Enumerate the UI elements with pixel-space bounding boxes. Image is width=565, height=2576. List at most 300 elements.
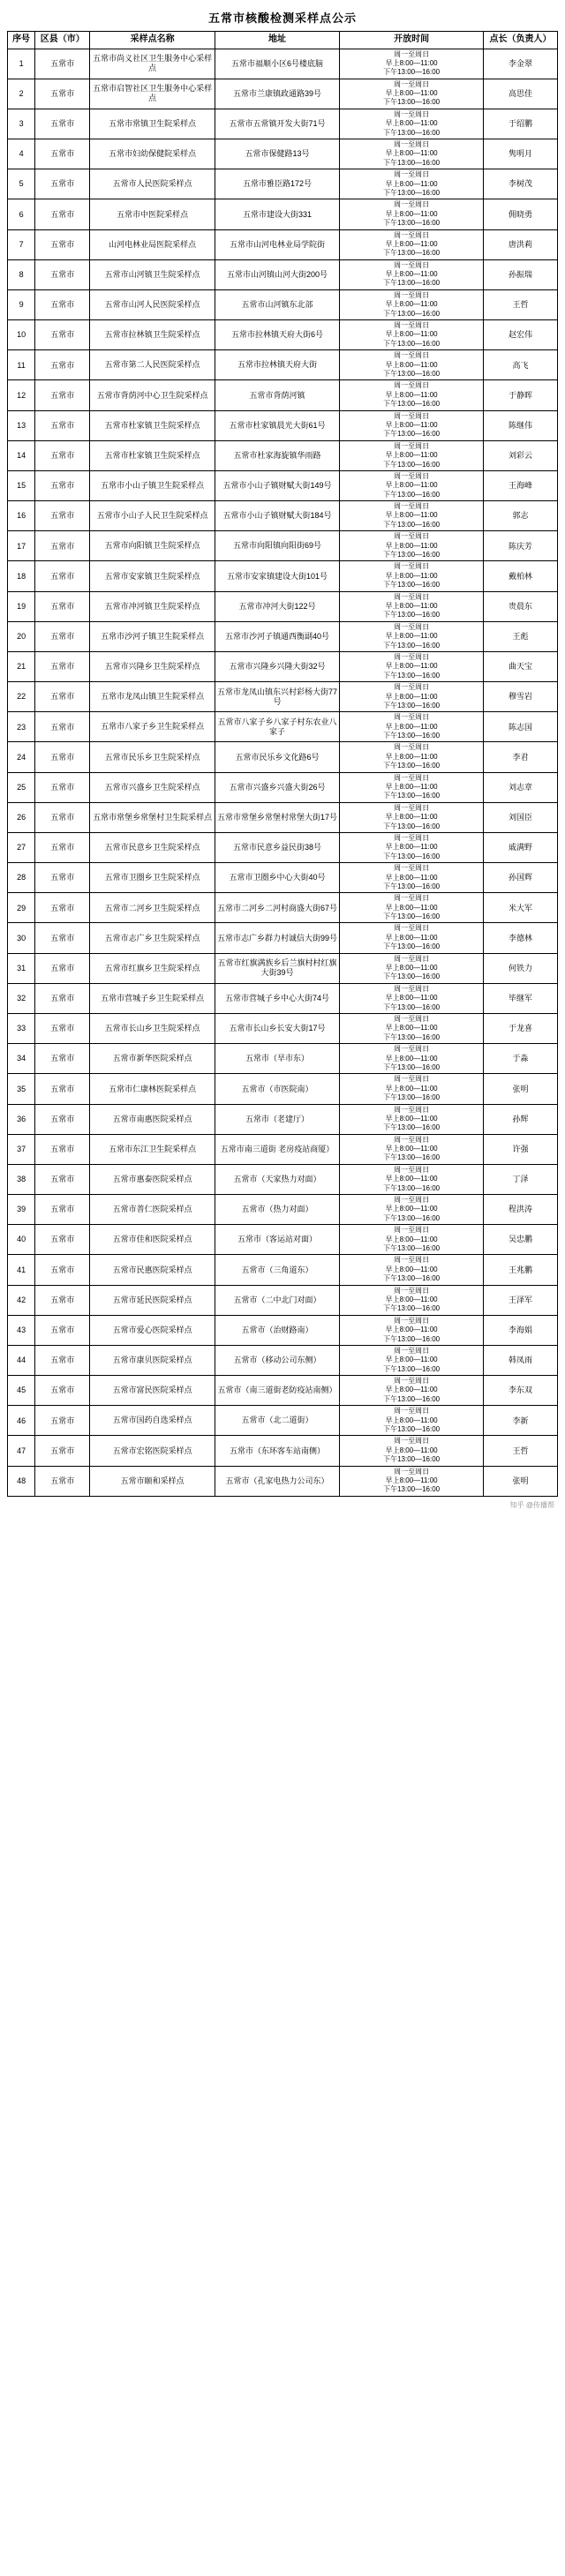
- cell-seq: 13: [8, 410, 35, 440]
- cell-seq: 40: [8, 1225, 35, 1255]
- column-header-address: 地址: [215, 32, 339, 49]
- open-time-line: 周一至周日: [394, 321, 430, 330]
- cell-owner: 张明: [484, 1466, 558, 1496]
- open-time-line: 周一至周日: [394, 984, 430, 993]
- table-row: [8, 591, 558, 621]
- cell-open-time: [340, 832, 484, 862]
- open-time-line: 早上8:00—11:00: [385, 722, 438, 731]
- table-row: [8, 1104, 558, 1134]
- open-time-line: 早上8:00—11:00: [385, 662, 438, 671]
- cell-owner: 陈庆芳: [484, 531, 558, 561]
- cell-owner: 刘国臣: [484, 802, 558, 832]
- cell-owner: 贵晨东: [484, 591, 558, 621]
- table-row: [8, 983, 558, 1013]
- cell-site-name: 五常市小山子镇卫生院采样点: [90, 470, 215, 500]
- table-header-row: [8, 32, 558, 49]
- open-time-line: 下午13:00—16:00: [383, 1455, 441, 1464]
- table-row: [8, 772, 558, 802]
- open-time-line: 下午13:00—16:00: [383, 98, 441, 107]
- cell-open-time: [340, 1195, 484, 1225]
- open-time-line: 周一至周日: [394, 381, 430, 390]
- cell-owner: 毕继军: [484, 983, 558, 1013]
- open-time-line: 下午13:00—16:00: [383, 792, 441, 800]
- cell-open-time: [340, 380, 484, 410]
- cell-seq: 6: [8, 199, 35, 229]
- open-time-line: 早上8:00—11:00: [385, 933, 438, 942]
- cell-seq: 42: [8, 1285, 35, 1315]
- cell-address: 五常市拉林镇天府大街6号: [215, 320, 339, 350]
- cell-seq: 47: [8, 1436, 35, 1466]
- table-row: [8, 229, 558, 259]
- cell-open-time: [340, 139, 484, 169]
- cell-district: 五常市: [35, 1134, 90, 1164]
- open-time-line: 周一至周日: [394, 803, 430, 812]
- cell-seq: 46: [8, 1406, 35, 1436]
- open-time-line: 周一至周日: [394, 1165, 430, 1174]
- cell-address: 五常市（客运站对面）: [215, 1225, 339, 1255]
- cell-open-time: [340, 1044, 484, 1074]
- open-time-line: 周一至周日: [394, 622, 430, 631]
- cell-site-name: 五常市红旗乡卫生院采样点: [90, 953, 215, 983]
- cell-district: 五常市: [35, 742, 90, 772]
- sampling-sites-table: [7, 31, 558, 1497]
- cell-open-time: [340, 501, 484, 531]
- cell-seq: 23: [8, 712, 35, 742]
- table-row: [8, 199, 558, 229]
- cell-owner: 王哲: [484, 1436, 558, 1466]
- cell-district: 五常市: [35, 1044, 90, 1074]
- open-time-line: 下午13:00—16:00: [383, 188, 441, 197]
- open-time-line: 下午13:00—16:00: [383, 1425, 441, 1434]
- open-time-line: 早上8:00—11:00: [385, 360, 438, 369]
- cell-district: 五常市: [35, 229, 90, 259]
- page-title: 五常市核酸检测采样点公示: [207, 11, 357, 25]
- cell-address: 五常市（北二道街）: [215, 1406, 339, 1436]
- cell-address: 五常市民意乡益民街38号: [215, 832, 339, 862]
- open-time-line: 下午13:00—16:00: [383, 1183, 441, 1192]
- table-row: [8, 350, 558, 380]
- cell-address: 五常市（治财路南）: [215, 1315, 339, 1345]
- cell-open-time: [340, 1014, 484, 1044]
- cell-site-name: 五常市小山子人民卫生院采样点: [90, 501, 215, 531]
- open-time-line: 早上8:00—11:00: [385, 209, 438, 218]
- cell-address: 五常市长山乡长安大街17号: [215, 1014, 339, 1044]
- cell-seq: 28: [8, 863, 35, 893]
- cell-seq: 37: [8, 1134, 35, 1164]
- open-time-line: 早上8:00—11:00: [385, 239, 438, 248]
- cell-owner: 米大军: [484, 893, 558, 923]
- cell-open-time: [340, 682, 484, 712]
- table-row: [8, 953, 558, 983]
- column-header-seq: 序号: [8, 32, 35, 49]
- open-time-line: 下午13:00—16:00: [383, 339, 441, 348]
- cell-site-name: 五常市东江卫生院采样点: [90, 1134, 215, 1164]
- cell-seq: 26: [8, 802, 35, 832]
- cell-site-name: 五常市山河镇卫生院采样点: [90, 259, 215, 289]
- open-time-line: 早上8:00—11:00: [385, 119, 438, 128]
- open-time-line: 早上8:00—11:00: [385, 330, 438, 339]
- cell-address: 五常市（老建厅）: [215, 1104, 339, 1134]
- open-time-line: 下午13:00—16:00: [383, 1274, 441, 1283]
- open-time-line: 下午13:00—16:00: [383, 1153, 441, 1162]
- cell-open-time: [340, 1255, 484, 1285]
- cell-address: 五常市杜家镇晨光大街61号: [215, 410, 339, 440]
- open-time-line: 早上8:00—11:00: [385, 1416, 438, 1424]
- cell-owner: 于静晖: [484, 380, 558, 410]
- cell-district: 五常市: [35, 983, 90, 1013]
- cell-site-name: 五常市杜家镇卫生院采样点: [90, 410, 215, 440]
- cell-address: 五常市卫圈乡中心大街40号: [215, 863, 339, 893]
- cell-seq: 14: [8, 440, 35, 470]
- cell-site-name: 五常市山河人民医院采样点: [90, 289, 215, 319]
- cell-address: 五常市（移动公司东侧）: [215, 1345, 339, 1375]
- open-time-line: 周一至周日: [394, 351, 430, 360]
- open-time-line: 周一至周日: [394, 49, 430, 58]
- cell-seq: 48: [8, 1466, 35, 1496]
- cell-open-time: [340, 802, 484, 832]
- open-time-line: 早上8:00—11:00: [385, 1446, 438, 1454]
- cell-district: 五常市: [35, 1104, 90, 1134]
- cell-address: 五常市沙河子镇通西衡副40号: [215, 621, 339, 651]
- cell-district: 五常市: [35, 1376, 90, 1406]
- cell-owner: 戚满野: [484, 832, 558, 862]
- open-time-line: 早上8:00—11:00: [385, 1386, 438, 1394]
- open-time-line: 早上8:00—11:00: [385, 1235, 438, 1243]
- cell-address: 五常市龙凤山镇东兴村彩杨大街77号: [215, 682, 339, 712]
- open-time-line: 下午13:00—16:00: [383, 1093, 441, 1102]
- cell-district: 五常市: [35, 531, 90, 561]
- cell-site-name: 五常市向阳镇卫生院采样点: [90, 531, 215, 561]
- open-time-line: 早上8:00—11:00: [385, 692, 438, 701]
- cell-site-name: 五常市卫圈乡卫生院采样点: [90, 863, 215, 893]
- open-time-line: 周一至周日: [394, 1226, 430, 1235]
- cell-district: 五常市: [35, 169, 90, 199]
- open-time-line: 早上8:00—11:00: [385, 541, 438, 550]
- cell-seq: 43: [8, 1315, 35, 1345]
- table-row: [8, 1376, 558, 1406]
- open-time-line: 下午13:00—16:00: [383, 520, 441, 529]
- cell-seq: 30: [8, 923, 35, 953]
- cell-district: 五常市: [35, 621, 90, 651]
- table-row: [8, 1315, 558, 1345]
- cell-seq: 10: [8, 320, 35, 350]
- cell-open-time: [340, 893, 484, 923]
- table-row: [8, 1345, 558, 1375]
- table-row: [8, 1134, 558, 1164]
- cell-owner: 李德林: [484, 923, 558, 953]
- open-time-line: 周一至周日: [394, 652, 430, 661]
- table-row: [8, 651, 558, 681]
- open-time-line: 周一至周日: [394, 1437, 430, 1446]
- cell-seq: 15: [8, 470, 35, 500]
- cell-address: 五常市（天家热力对面）: [215, 1164, 339, 1194]
- open-time-line: 周一至周日: [394, 562, 430, 571]
- cell-open-time: [340, 561, 484, 591]
- cell-address: 五常市（东环客车站南侧）: [215, 1436, 339, 1466]
- cell-district: 五常市: [35, 772, 90, 802]
- open-time-line: 早上8:00—11:00: [385, 1054, 438, 1063]
- table-row: [8, 320, 558, 350]
- open-time-line: 周一至周日: [394, 713, 430, 722]
- cell-seq: 33: [8, 1014, 35, 1044]
- cell-seq: 38: [8, 1164, 35, 1194]
- cell-open-time: [340, 109, 484, 139]
- open-time-line: 下午13:00—16:00: [383, 430, 441, 439]
- open-time-line: 早上8:00—11:00: [385, 481, 438, 490]
- open-time-line: 周一至周日: [394, 260, 430, 269]
- cell-owner: 李君: [484, 742, 558, 772]
- cell-open-time: [340, 983, 484, 1013]
- watermark-note: 知乎 @传播帮: [509, 1500, 554, 1509]
- cell-owner: 张明: [484, 1074, 558, 1104]
- open-time-line: 周一至周日: [394, 290, 430, 299]
- cell-owner: 王哲: [484, 289, 558, 319]
- open-time-line: 下午13:00—16:00: [383, 551, 441, 560]
- cell-owner: 李海娟: [484, 1315, 558, 1345]
- open-time-line: 周一至周日: [394, 1196, 430, 1205]
- open-time-line: 周一至周日: [394, 1015, 430, 1023]
- cell-site-name: 五常市尚义社区卫生服务中心采样点: [90, 49, 215, 79]
- open-time-line: 下午13:00—16:00: [383, 611, 441, 620]
- open-time-line: 周一至周日: [394, 441, 430, 450]
- cell-owner: 王兆鹏: [484, 1255, 558, 1285]
- table-row: [8, 621, 558, 651]
- open-time-line: 下午13:00—16:00: [383, 943, 441, 951]
- cell-site-name: 五常市民乐乡卫生院采样点: [90, 742, 215, 772]
- table-row: [8, 1074, 558, 1104]
- cell-open-time: [340, 1225, 484, 1255]
- cell-district: 五常市: [35, 139, 90, 169]
- open-time-line: 下午13:00—16:00: [383, 973, 441, 981]
- cell-site-name: 五常市颐和采样点: [90, 1466, 215, 1496]
- open-time-line: 早上8:00—11:00: [385, 1356, 438, 1364]
- cell-site-name: 五常市民意乡卫生院采样点: [90, 832, 215, 862]
- open-time-line: 周一至周日: [394, 411, 430, 420]
- open-time-line: 下午13:00—16:00: [383, 249, 441, 258]
- cell-district: 五常市: [35, 501, 90, 531]
- open-time-line: 周一至周日: [394, 864, 430, 873]
- cell-address: 五常市福顺小区6号楼底脑: [215, 49, 339, 79]
- open-time-line: 下午13:00—16:00: [383, 1304, 441, 1313]
- open-time-line: 下午13:00—16:00: [383, 128, 441, 137]
- table-row: [8, 802, 558, 832]
- open-time-line: 下午13:00—16:00: [383, 1063, 441, 1071]
- cell-owner: 于龙喜: [484, 1014, 558, 1044]
- open-time-line: 周一至周日: [394, 1286, 430, 1295]
- cell-site-name: 五常市第二人民医院采样点: [90, 350, 215, 380]
- table-row: [8, 470, 558, 500]
- cell-site-name: 五常市富民医院采样点: [90, 1376, 215, 1406]
- cell-owner: 刘彩云: [484, 440, 558, 470]
- table-row: [8, 440, 558, 470]
- open-time-line: 早上8:00—11:00: [385, 420, 438, 429]
- open-time-line: 下午13:00—16:00: [383, 852, 441, 860]
- cell-owner: 何铁力: [484, 953, 558, 983]
- cell-seq: 21: [8, 651, 35, 681]
- table-row: [8, 380, 558, 410]
- open-time-line: 周一至周日: [394, 170, 430, 179]
- cell-site-name: 五常市安家镇卫生院采样点: [90, 561, 215, 591]
- open-time-line: 下午13:00—16:00: [383, 1213, 441, 1222]
- cell-district: 五常市: [35, 893, 90, 923]
- cell-address: 五常市杜家海旋镇华雨路: [215, 440, 339, 470]
- column-header-name: 采样点名称: [90, 32, 215, 49]
- cell-seq: 36: [8, 1104, 35, 1134]
- cell-district: 五常市: [35, 591, 90, 621]
- open-time-line: 下午13:00—16:00: [383, 219, 441, 228]
- table-row: [8, 1285, 558, 1315]
- cell-address: 五常市常堡乡常堡村常堡大街17号: [215, 802, 339, 832]
- cell-owner: 曲天宝: [484, 651, 558, 681]
- cell-open-time: [340, 1466, 484, 1496]
- open-time-line: 周一至周日: [394, 502, 430, 511]
- cell-site-name: 五常市仁康林医院采样点: [90, 1074, 215, 1104]
- cell-seq: 8: [8, 259, 35, 289]
- cell-open-time: [340, 229, 484, 259]
- cell-owner: 丁泽: [484, 1164, 558, 1194]
- open-time-line: 周一至周日: [394, 833, 430, 842]
- cell-open-time: [340, 591, 484, 621]
- cell-owner: 李树茂: [484, 169, 558, 199]
- cell-district: 五常市: [35, 1195, 90, 1225]
- open-time-line: 下午13:00—16:00: [383, 400, 441, 409]
- open-time-line: 周一至周日: [394, 79, 430, 88]
- cell-site-name: 五常市冲河镇卫生院采样点: [90, 591, 215, 621]
- open-time-line: 早上8:00—11:00: [385, 58, 438, 67]
- cell-seq: 39: [8, 1195, 35, 1225]
- cell-seq: 1: [8, 49, 35, 79]
- open-time-line: 早上8:00—11:00: [385, 813, 438, 822]
- open-time-line: 下午13:00—16:00: [383, 158, 441, 167]
- cell-district: 五常市: [35, 49, 90, 79]
- cell-district: 五常市: [35, 863, 90, 893]
- cell-owner: 高思佳: [484, 79, 558, 109]
- table-row: [8, 1436, 558, 1466]
- cell-district: 五常市: [35, 470, 90, 500]
- cell-open-time: [340, 289, 484, 319]
- open-time-line: 下午13:00—16:00: [383, 762, 441, 770]
- table-row: [8, 501, 558, 531]
- cell-district: 五常市: [35, 320, 90, 350]
- cell-address: 五常市向阳镇向阳街69号: [215, 531, 339, 561]
- cell-seq: 3: [8, 109, 35, 139]
- table-row: [8, 259, 558, 289]
- cell-owner: 赵宏伟: [484, 320, 558, 350]
- cell-address: 五常市营城子乡中心大街74号: [215, 983, 339, 1013]
- cell-owner: 李东双: [484, 1376, 558, 1406]
- cell-open-time: [340, 49, 484, 79]
- table-row: [8, 1195, 558, 1225]
- cell-address: 五常市冲河大街122号: [215, 591, 339, 621]
- open-time-line: 周一至周日: [394, 1135, 430, 1144]
- cell-address: 五常市山河电林业局学院街: [215, 229, 339, 259]
- cell-seq: 24: [8, 742, 35, 772]
- open-time-line: 下午13:00—16:00: [383, 581, 441, 590]
- table-row: [8, 1044, 558, 1074]
- cell-address: 五常市五常镇开发大街71号: [215, 109, 339, 139]
- cell-seq: 44: [8, 1345, 35, 1375]
- cell-address: 五常市民乐乡文化路6号: [215, 742, 339, 772]
- cell-address: 五常市二河乡二河村商盛大街67号: [215, 893, 339, 923]
- cell-district: 五常市: [35, 1014, 90, 1044]
- cell-address: 五常市红旗满族乡后兰旗村村红旗大街39号: [215, 953, 339, 983]
- cell-open-time: [340, 1074, 484, 1104]
- open-time-line: 早上8:00—11:00: [385, 994, 438, 1003]
- open-time-line: 下午13:00—16:00: [383, 279, 441, 288]
- cell-district: 五常市: [35, 1345, 90, 1375]
- cell-owner: 王泽军: [484, 1285, 558, 1315]
- cell-owner: 孙振瑞: [484, 259, 558, 289]
- cell-site-name: 五常市宏铭医院采样点: [90, 1436, 215, 1466]
- cell-district: 五常市: [35, 1466, 90, 1496]
- cell-open-time: [340, 320, 484, 350]
- table-row: [8, 531, 558, 561]
- table-row: [8, 923, 558, 953]
- cell-address: 五常市（二中北门对面）: [215, 1285, 339, 1315]
- open-time-line: 周一至周日: [394, 1256, 430, 1265]
- open-time-line: 周一至周日: [394, 200, 430, 209]
- open-time-line: 早上8:00—11:00: [385, 1024, 438, 1033]
- cell-open-time: [340, 1436, 484, 1466]
- table-row: [8, 109, 558, 139]
- cell-seq: 19: [8, 591, 35, 621]
- open-time-line: 早上8:00—11:00: [385, 451, 438, 460]
- cell-site-name: 五常市南惠医院采样点: [90, 1104, 215, 1134]
- cell-address: 五常市拉林镇天府大街: [215, 350, 339, 380]
- cell-open-time: [340, 621, 484, 651]
- cell-site-name: 五常市爱心医院采样点: [90, 1315, 215, 1345]
- cell-address: 五常市山河镇东北部: [215, 289, 339, 319]
- cell-district: 五常市: [35, 1225, 90, 1255]
- cell-owner: 王彪: [484, 621, 558, 651]
- cell-seq: 27: [8, 832, 35, 862]
- table-row: [8, 712, 558, 742]
- cell-site-name: 五常市八家子乡卫生院采样点: [90, 712, 215, 742]
- cell-address: 五常市南三道街 老房疫站商厦）: [215, 1134, 339, 1164]
- cell-open-time: [340, 169, 484, 199]
- cell-seq: 11: [8, 350, 35, 380]
- cell-district: 五常市: [35, 79, 90, 109]
- cell-site-name: 五常市妇幼保健院采样点: [90, 139, 215, 169]
- cell-site-name: 五常市杜家镇卫生院采样点: [90, 440, 215, 470]
- table-row: [8, 1014, 558, 1044]
- cell-district: 五常市: [35, 350, 90, 380]
- open-time-line: 周一至周日: [394, 773, 430, 782]
- cell-district: 五常市: [35, 1285, 90, 1315]
- cell-open-time: [340, 259, 484, 289]
- cell-open-time: [340, 712, 484, 742]
- cell-owner: 戴柏林: [484, 561, 558, 591]
- open-time-line: 下午13:00—16:00: [383, 490, 441, 499]
- cell-address: 五常市（南三道街老防疫站南侧）: [215, 1376, 339, 1406]
- cell-open-time: [340, 953, 484, 983]
- open-time-line: 早上8:00—11:00: [385, 843, 438, 852]
- open-time-line: 早上8:00—11:00: [385, 149, 438, 158]
- cell-site-name: 五常市志广乡卫生院采样点: [90, 923, 215, 953]
- cell-seq: 4: [8, 139, 35, 169]
- cell-owner: 于绍鹏: [484, 109, 558, 139]
- cell-address: 五常市小山子镇财赋大街184号: [215, 501, 339, 531]
- cell-seq: 45: [8, 1376, 35, 1406]
- cell-site-name: 五常市沙河子镇卫生院采样点: [90, 621, 215, 651]
- cell-district: 五常市: [35, 380, 90, 410]
- cell-open-time: [340, 923, 484, 953]
- cell-site-name: 五常市启智社区卫生服务中心采样点: [90, 79, 215, 109]
- cell-open-time: [340, 863, 484, 893]
- open-time-line: 早上8:00—11:00: [385, 89, 438, 98]
- cell-seq: 18: [8, 561, 35, 591]
- cell-site-name: 五常市延民医院采样点: [90, 1285, 215, 1315]
